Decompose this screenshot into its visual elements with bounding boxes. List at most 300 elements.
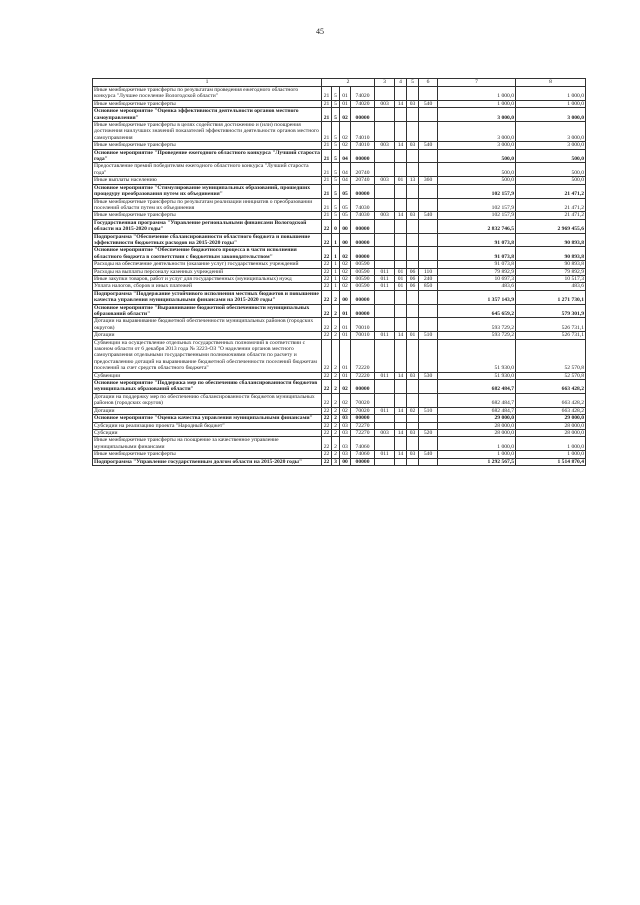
code-cell: 22 [322, 283, 332, 290]
amount-cell: 500,0 [438, 163, 516, 177]
code-cell: 01 [395, 275, 407, 282]
code-cell [375, 290, 395, 304]
code-cell [419, 458, 438, 465]
code-cell: 72220 [351, 339, 375, 372]
amount-cell: 10 697,3 [438, 275, 516, 282]
amount-cell: 79 892,9 [516, 268, 586, 275]
amount-cell: 579 301,9 [516, 304, 586, 318]
code-cell: 003 [375, 100, 395, 107]
table-row [93, 275, 586, 282]
code-cell [395, 318, 407, 332]
amount-cell: 1 271 730,1 [516, 290, 586, 304]
code-cell [375, 149, 395, 163]
code-cell [419, 163, 438, 177]
code-cell: 2 [332, 290, 340, 304]
code-cell: 22 [322, 451, 332, 458]
code-cell: 1 [332, 261, 340, 268]
row-name-cell: Основное мероприятие "Выравнивание бюджетной обеспеченности муниципальных образований области" [93, 304, 322, 318]
header-cell: 4 [395, 79, 407, 87]
table-row [93, 380, 586, 394]
code-cell: 21 [322, 212, 332, 219]
code-cell: 5 [332, 122, 340, 142]
code-cell: 14 [395, 429, 407, 436]
amount-cell: 1 000,0 [438, 87, 516, 101]
code-cell: 00000 [351, 184, 375, 198]
code-cell: 02 [340, 268, 351, 275]
code-cell: 03 [407, 451, 419, 458]
code-cell: 01 [395, 177, 407, 184]
code-cell: 14 [395, 100, 407, 107]
amount-cell: 90 893,8 [516, 261, 586, 268]
header-cell: 3 [375, 79, 395, 87]
code-cell: 00 [340, 290, 351, 304]
code-cell: 2 [332, 422, 340, 429]
code-cell: 00590 [351, 275, 375, 282]
table-row [93, 87, 586, 101]
table-row [93, 142, 586, 149]
row-name-cell: Иные межбюджетные трансферты [93, 451, 322, 458]
row-name-cell: Дотации на выравнивание бюджетной обеспеченности муниципальных районов (городских округов) [93, 318, 322, 332]
row-name-cell: Основное мероприятие "Оценка эффективности деятельности органов местного самоуправления" [93, 108, 322, 122]
table-row [93, 177, 586, 184]
row-name-cell: Иные межбюджетные трансферты в целях содействия достижению и (или) поощрения достижения наилучших значений показателей эффективности деятельности органов местного самоуправления [93, 122, 322, 142]
amount-cell: 593 729,2 [438, 318, 516, 332]
code-cell: 22 [322, 290, 332, 304]
row-name-cell: Иные межбюджетные трансферты на поощрение за качественное управление муниципальными финансами [93, 437, 322, 451]
table-row [93, 283, 586, 290]
code-cell: 22 [322, 422, 332, 429]
code-cell: 03 [407, 142, 419, 149]
table-row [93, 108, 586, 122]
code-cell [407, 339, 419, 372]
row-name-cell: Иные закупки товаров, работ и услуг для государственных (муниципальных) нужд [93, 275, 322, 282]
code-cell [375, 415, 395, 422]
code-cell: 2 [332, 332, 340, 339]
code-cell: 74060 [351, 451, 375, 458]
code-cell [419, 219, 438, 233]
code-cell: 1 [332, 283, 340, 290]
code-cell [419, 437, 438, 451]
code-cell [407, 393, 419, 407]
code-cell [419, 339, 438, 372]
amount-cell: 1 000,0 [438, 451, 516, 458]
table-row [93, 219, 586, 233]
code-cell: 00590 [351, 268, 375, 275]
amount-cell: 1 000,0 [438, 437, 516, 451]
code-cell: 13 [407, 177, 419, 184]
code-cell [407, 415, 419, 422]
code-cell: 22 [322, 380, 332, 394]
table-row [93, 339, 586, 372]
code-cell: 3 [332, 458, 340, 465]
code-cell: 22 [322, 339, 332, 372]
code-cell: 14 [395, 142, 407, 149]
code-cell: 22 [322, 247, 332, 261]
row-name-cell: Подпрограмма "Обеспечение сбалансированности областного бюджета и повышение эффективности бюджетных расходов на 2015-2020 годы" [93, 233, 322, 247]
amount-cell: 682 484,7 [438, 393, 516, 407]
code-cell: 0 [332, 219, 340, 233]
code-cell: 01 [340, 318, 351, 332]
code-cell [407, 184, 419, 198]
table-row [93, 261, 586, 268]
table-row [93, 332, 586, 339]
code-cell: 72270 [351, 422, 375, 429]
table-row [93, 149, 586, 163]
amount-cell: 29 000,0 [516, 415, 586, 422]
code-cell [375, 108, 395, 122]
code-cell [395, 458, 407, 465]
table-row [93, 429, 586, 436]
code-cell: 2 [332, 407, 340, 414]
code-cell [407, 304, 419, 318]
table-row [93, 122, 586, 142]
row-name-cell: Подпрограмма "Управление государственным долгом области на 2015-2020 годы" [93, 458, 322, 465]
amount-cell: 1 000,0 [516, 451, 586, 458]
code-cell: 03 [340, 429, 351, 436]
amount-cell: 28 000,0 [438, 429, 516, 436]
code-cell: 00 [340, 233, 351, 247]
code-cell: 540 [419, 451, 438, 458]
amount-cell: 90 893,8 [516, 247, 586, 261]
code-cell: 01 [340, 87, 351, 101]
code-cell [375, 458, 395, 465]
code-cell: 21 [322, 100, 332, 107]
code-cell: 03 [340, 451, 351, 458]
row-name-cell: Субвенции [93, 372, 322, 379]
code-cell: 02 [340, 247, 351, 261]
table-row [93, 393, 586, 407]
code-cell: 04 [340, 177, 351, 184]
code-cell: 04 [340, 149, 351, 163]
code-cell [407, 422, 419, 429]
row-name-cell: Основное мероприятие "Поддержка мер по обеспечению сбалансированности бюджетов муниципальных образований области" [93, 380, 322, 394]
code-cell: 2 [332, 380, 340, 394]
code-cell: 05 [340, 212, 351, 219]
code-cell [419, 184, 438, 198]
table-row [93, 184, 586, 198]
amount-cell: 79 892,9 [438, 268, 516, 275]
code-cell: 5 [332, 87, 340, 101]
amount-cell: 28 000,0 [516, 429, 586, 436]
code-cell: 00 [340, 458, 351, 465]
code-cell: 00000 [351, 149, 375, 163]
code-cell: 02 [407, 407, 419, 414]
code-cell: 70010 [351, 318, 375, 332]
code-cell: 00000 [351, 415, 375, 422]
code-cell: 360 [419, 177, 438, 184]
code-cell [395, 198, 407, 212]
amount-cell: 90 893,8 [516, 233, 586, 247]
row-name-cell: Предоставление премий победителям ежегодного областного конкурса "Лучший староста года" [93, 163, 322, 177]
row-name-cell: Основное мероприятие "Обеспечение бюджетного процесса в части исполнения областного бюджета в соответствии с бюджетным законодательством" [93, 247, 322, 261]
amount-cell: 29 000,0 [438, 415, 516, 422]
code-cell [375, 304, 395, 318]
code-cell [419, 290, 438, 304]
code-cell: 21 [322, 184, 332, 198]
code-cell: 22 [322, 304, 332, 318]
amount-cell: 1 514 870,4 [516, 458, 586, 465]
code-cell [407, 437, 419, 451]
amount-cell: 2 832 746,5 [438, 219, 516, 233]
row-name-cell: Расходы на выплаты персоналу казенных учреждений [93, 268, 322, 275]
header-cell: 2 [322, 79, 375, 87]
code-cell: 02 [340, 283, 351, 290]
code-cell: 21 [322, 149, 332, 163]
row-name-cell: Иные межбюджетные трансферты [93, 142, 322, 149]
row-name-cell: Расходы на обеспечение деятельности (оказание услуг) государственных учреждений [93, 261, 322, 268]
code-cell: 22 [322, 393, 332, 407]
amount-cell: 663 428,2 [516, 393, 586, 407]
code-cell: 011 [375, 283, 395, 290]
code-cell [395, 437, 407, 451]
table-row [93, 100, 586, 107]
code-cell: 22 [322, 318, 332, 332]
table-row [93, 415, 586, 422]
code-cell [395, 233, 407, 247]
code-cell: 2 [332, 393, 340, 407]
code-cell: 00 [340, 219, 351, 233]
code-cell: 02 [340, 261, 351, 268]
code-cell: 70020 [351, 393, 375, 407]
code-cell: 03 [340, 422, 351, 429]
code-cell: 00000 [351, 458, 375, 465]
code-cell: 5 [332, 149, 340, 163]
code-cell: 5 [332, 212, 340, 219]
amount-cell: 21 471,2 [516, 212, 586, 219]
code-cell: 03 [340, 437, 351, 451]
code-cell: 00000 [351, 219, 375, 233]
amount-cell: 663 428,2 [516, 407, 586, 414]
code-cell [407, 380, 419, 394]
table-row [93, 304, 586, 318]
code-cell: 04 [340, 163, 351, 177]
row-name-cell: Субвенции на осуществление отдельных государственных полномочий в соответствии с законом области от 6 декабря 2013 года № 3223-ОЗ "О наделении органов местного самоуправления отдельными государственными полномочиями области по расчету и предоставлению дотаций на выравнивание бюджетной обеспеченности поселений бюджетам поселений за счет средств областного бюджета" [93, 339, 322, 372]
code-cell: 01 [407, 332, 419, 339]
code-cell: 520 [419, 429, 438, 436]
row-name-cell: Дотации [93, 407, 322, 414]
table-row [93, 198, 586, 212]
amount-cell: 1 292 567,5 [438, 458, 516, 465]
code-cell: 5 [332, 163, 340, 177]
code-cell: 74020 [351, 100, 375, 107]
table-row [93, 318, 586, 332]
amount-cell: 593 729,2 [438, 332, 516, 339]
amount-cell: 500,0 [516, 163, 586, 177]
code-cell [407, 290, 419, 304]
code-cell: 06 [407, 275, 419, 282]
code-cell [375, 393, 395, 407]
amount-cell: 645 659,2 [438, 304, 516, 318]
amount-cell: 3 000,0 [438, 122, 516, 142]
code-cell: 22 [322, 332, 332, 339]
code-cell: 5 [332, 177, 340, 184]
amount-cell: 3 000,0 [516, 142, 586, 149]
code-cell [407, 108, 419, 122]
amount-cell: 102 157,9 [438, 212, 516, 219]
code-cell: 20740 [351, 163, 375, 177]
header-cell: 6 [419, 79, 438, 87]
code-cell: 74030 [351, 212, 375, 219]
code-cell: 02 [340, 393, 351, 407]
amount-cell: 91 073,8 [438, 247, 516, 261]
code-cell: 2 [332, 339, 340, 372]
code-cell [407, 198, 419, 212]
code-cell [407, 318, 419, 332]
code-cell: 2 [332, 437, 340, 451]
code-cell [419, 422, 438, 429]
code-cell: 06 [407, 283, 419, 290]
code-cell: 1 [332, 247, 340, 261]
code-cell: 22 [322, 437, 332, 451]
code-cell [407, 233, 419, 247]
code-cell: 21 [322, 122, 332, 142]
code-cell [395, 290, 407, 304]
code-cell: 2 [332, 451, 340, 458]
amount-cell: 663 428,2 [516, 380, 586, 394]
code-cell: 74010 [351, 122, 375, 142]
table-row [93, 422, 586, 429]
code-cell [407, 261, 419, 268]
code-cell: 21 [322, 142, 332, 149]
amount-cell: 21 471,2 [516, 184, 586, 198]
code-cell: 22 [322, 415, 332, 422]
code-cell: 03 [407, 372, 419, 379]
amount-cell: 102 157,9 [438, 184, 516, 198]
code-cell: 03 [340, 415, 351, 422]
table-row [93, 268, 586, 275]
amount-cell: 500,0 [438, 149, 516, 163]
amount-cell: 500,0 [438, 177, 516, 184]
amount-cell: 10 517,3 [516, 275, 586, 282]
amount-cell: 51 930,0 [438, 339, 516, 372]
code-cell [419, 149, 438, 163]
code-cell: 74010 [351, 142, 375, 149]
code-cell [395, 393, 407, 407]
code-cell: 01 [340, 339, 351, 372]
code-cell: 01 [395, 268, 407, 275]
code-cell: 22 [322, 268, 332, 275]
code-cell: 01 [340, 372, 351, 379]
code-cell: 22 [322, 458, 332, 465]
code-cell: 03 [407, 212, 419, 219]
code-cell: 5 [332, 108, 340, 122]
amount-cell: 483,6 [516, 283, 586, 290]
code-cell: 20740 [351, 177, 375, 184]
code-cell: 03 [407, 429, 419, 436]
code-cell: 74020 [351, 87, 375, 101]
table-row [93, 233, 586, 247]
code-cell [375, 437, 395, 451]
code-cell: 5 [332, 142, 340, 149]
table-row [93, 458, 586, 465]
code-cell [375, 87, 395, 101]
code-cell: 22 [322, 407, 332, 414]
code-cell [407, 122, 419, 142]
code-cell: 14 [395, 372, 407, 379]
header-cell: 8 [516, 79, 586, 87]
code-cell: 003 [375, 142, 395, 149]
code-cell: 14 [395, 451, 407, 458]
amount-cell: 28 000,0 [438, 422, 516, 429]
row-name-cell: Субсидии [93, 429, 322, 436]
amount-cell: 1 000,0 [438, 100, 516, 107]
row-name-cell: Основное мероприятие "Оценка качества управления муниципальными финансами" [93, 415, 322, 422]
code-cell [375, 122, 395, 142]
code-cell [395, 219, 407, 233]
code-cell: 2 [332, 429, 340, 436]
code-cell: 5 [332, 100, 340, 107]
code-cell [395, 422, 407, 429]
code-cell [395, 247, 407, 261]
code-cell: 22 [322, 219, 332, 233]
code-cell [419, 198, 438, 212]
code-cell [419, 304, 438, 318]
code-cell: 21 [322, 163, 332, 177]
code-cell [375, 422, 395, 429]
table-row [93, 437, 586, 451]
code-cell [419, 233, 438, 247]
code-cell: 011 [375, 332, 395, 339]
amount-cell: 1 357 143,9 [438, 290, 516, 304]
amount-cell: 483,6 [438, 283, 516, 290]
table-body [93, 87, 586, 466]
row-name-cell: Дотации на поддержку мер по обеспечению сбалансированности бюджетов муниципальных районов (городских округов) [93, 393, 322, 407]
code-cell: 2 [332, 304, 340, 318]
code-cell: 540 [419, 212, 438, 219]
amount-cell: 1 000,0 [516, 100, 586, 107]
code-cell [407, 458, 419, 465]
code-cell: 003 [375, 429, 395, 436]
code-cell [419, 87, 438, 101]
table-row [93, 451, 586, 458]
row-name-cell: Иные межбюджетные трансферты [93, 100, 322, 107]
code-cell: 72270 [351, 429, 375, 436]
code-cell: 011 [375, 407, 395, 414]
amount-cell: 526 731,1 [516, 318, 586, 332]
code-cell [375, 261, 395, 268]
amount-cell: 52 570,8 [516, 339, 586, 372]
code-cell: 003 [375, 177, 395, 184]
code-cell [395, 87, 407, 101]
code-cell: 1 [332, 233, 340, 247]
code-cell: 21 [322, 87, 332, 101]
code-cell [395, 415, 407, 422]
code-cell: 00000 [351, 380, 375, 394]
table-row [93, 247, 586, 261]
amount-cell: 682 484,7 [438, 407, 516, 414]
code-cell: 03 [407, 100, 419, 107]
header-cell: 7 [438, 79, 516, 87]
amount-cell: 51 930,0 [438, 372, 516, 379]
code-cell: 011 [375, 372, 395, 379]
code-cell [395, 380, 407, 394]
budget-table [92, 78, 586, 466]
code-cell [395, 304, 407, 318]
code-cell: 00590 [351, 261, 375, 268]
code-cell: 06 [407, 268, 419, 275]
code-cell [419, 247, 438, 261]
table-header-row [93, 79, 586, 87]
code-cell: 02 [340, 380, 351, 394]
amount-cell: 2 969 455,6 [516, 219, 586, 233]
code-cell: 22 [322, 372, 332, 379]
row-name-cell: Дотации [93, 332, 322, 339]
code-cell [407, 247, 419, 261]
code-cell: 00590 [351, 283, 375, 290]
code-cell: 011 [375, 275, 395, 282]
code-cell: 00000 [351, 290, 375, 304]
code-cell [407, 87, 419, 101]
